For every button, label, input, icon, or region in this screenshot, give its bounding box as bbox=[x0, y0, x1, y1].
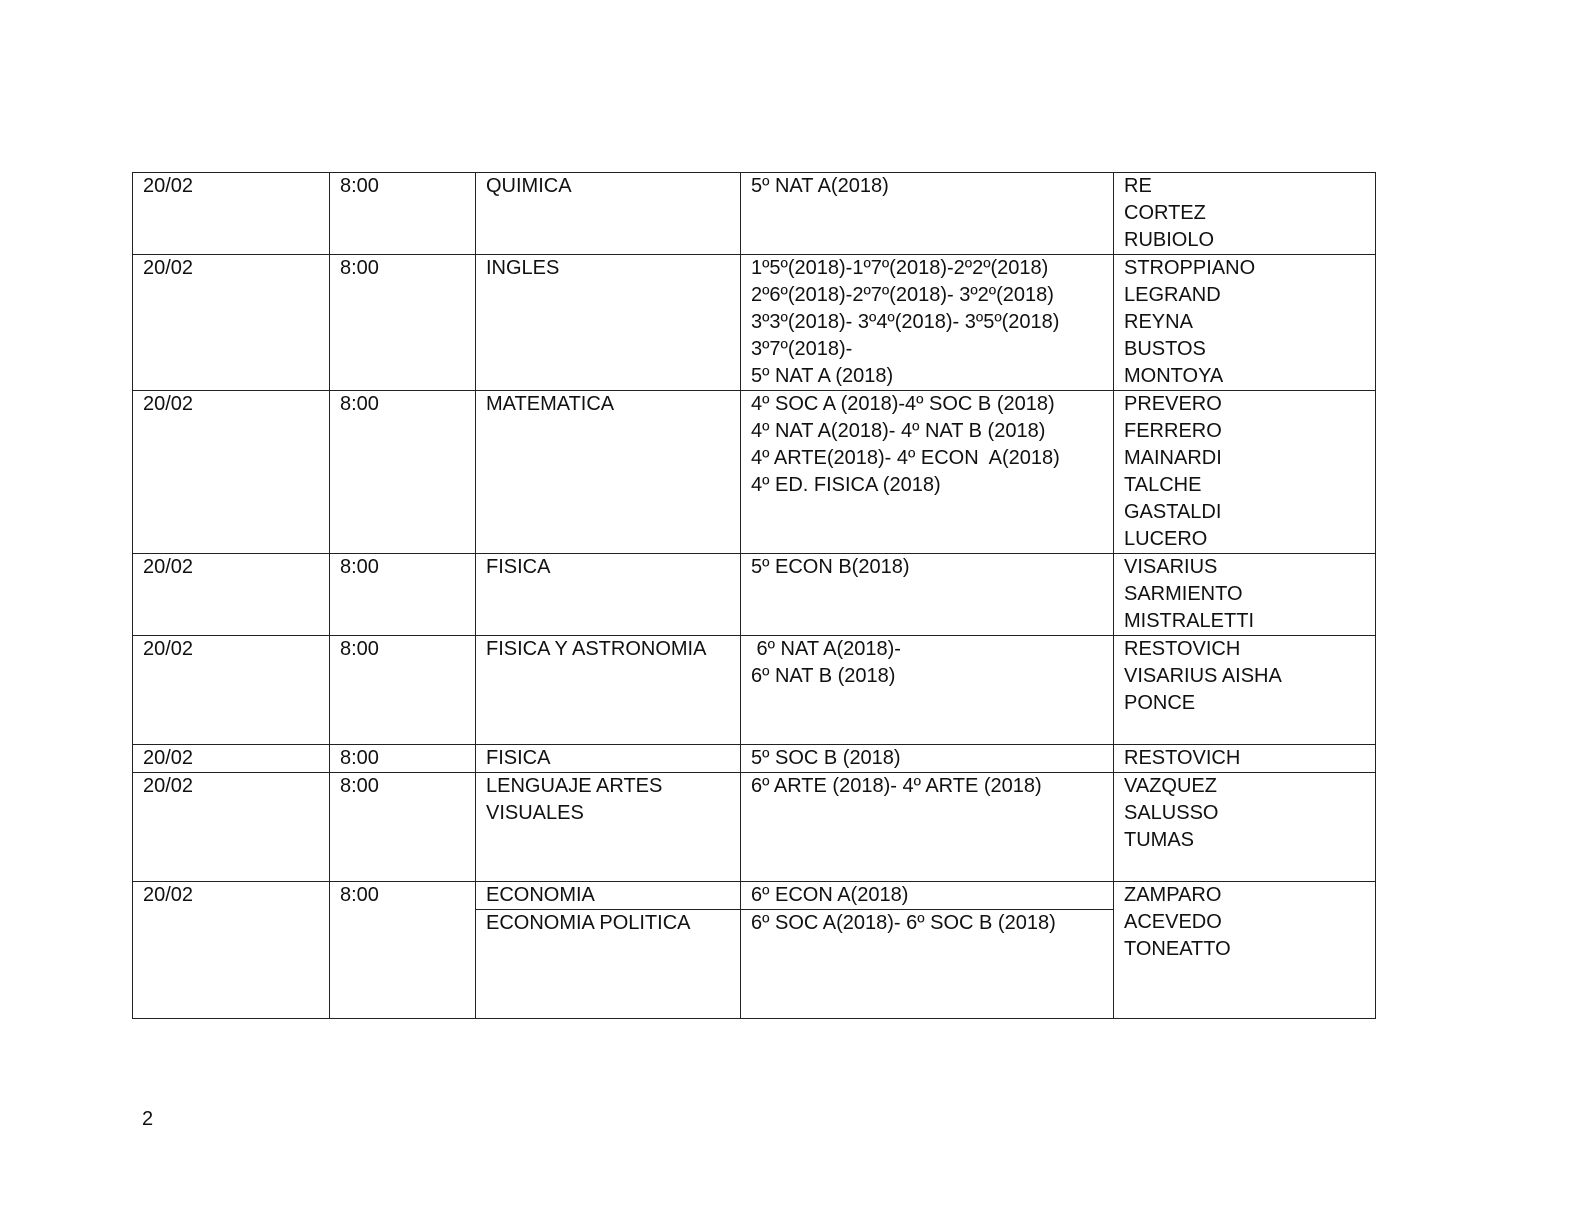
time-cell bbox=[330, 173, 476, 255]
teacher-name: SARMIENTO bbox=[1124, 583, 1243, 605]
teacher-name: VAZQUEZ bbox=[1124, 775, 1217, 797]
table-row bbox=[133, 255, 1376, 391]
teacher-name: LUCERO bbox=[1124, 528, 1208, 550]
subject-text: MATEMATICA bbox=[486, 393, 615, 415]
subject-cell bbox=[476, 173, 741, 255]
date-text: 20/02 bbox=[143, 747, 194, 769]
subject-cell bbox=[476, 554, 741, 636]
teachers-cell bbox=[1114, 882, 1376, 1019]
date-cell bbox=[133, 773, 330, 882]
date-text: 20/02 bbox=[143, 884, 194, 906]
time-cell bbox=[330, 255, 476, 391]
date-cell bbox=[133, 173, 330, 255]
date-text: 20/02 bbox=[143, 393, 194, 415]
teacher-name: STROPPIANO bbox=[1124, 257, 1256, 279]
course-text: 6º NAT A(2018)- bbox=[751, 638, 901, 660]
time-text: 8:00 bbox=[340, 257, 379, 279]
teachers-cell bbox=[1114, 773, 1376, 882]
subject-text: QUIMICA bbox=[486, 175, 572, 197]
courses-cell bbox=[741, 255, 1114, 391]
course-text: 6º ARTE (2018)- 4º ARTE (2018) bbox=[751, 775, 1042, 797]
course-text: 3º7º(2018)- bbox=[751, 338, 853, 360]
time-text: 8:00 bbox=[340, 747, 379, 769]
courses-cell bbox=[741, 554, 1114, 636]
teacher-name: RE bbox=[1124, 175, 1152, 197]
courses-cell bbox=[741, 773, 1114, 882]
teacher-name: SALUSSO bbox=[1124, 802, 1219, 824]
subject-text: FISICA bbox=[486, 747, 551, 769]
time-cell bbox=[330, 745, 476, 773]
time-cell bbox=[330, 636, 476, 745]
teacher-name: PONCE bbox=[1124, 692, 1196, 714]
date-cell bbox=[133, 882, 330, 1019]
teacher-name: MONTOYA bbox=[1124, 365, 1224, 387]
course-text: 4º NAT A(2018)- 4º NAT B (2018) bbox=[751, 420, 1046, 442]
teachers-cell bbox=[1114, 255, 1376, 391]
table-row bbox=[133, 882, 1376, 1019]
time-cell bbox=[330, 773, 476, 882]
teacher-name: ZAMPARO bbox=[1124, 884, 1222, 906]
table-row bbox=[133, 773, 1376, 882]
subject-text: ECONOMIA POLITICA bbox=[476, 909, 740, 937]
teacher-name: TALCHE bbox=[1124, 474, 1202, 496]
courses-cell bbox=[741, 636, 1114, 745]
teacher-name: VISARIUS AISHA bbox=[1124, 665, 1282, 687]
date-text: 20/02 bbox=[143, 175, 194, 197]
teacher-name: TONEATTO bbox=[1124, 938, 1231, 960]
teacher-name: MAINARDI bbox=[1124, 447, 1222, 469]
course-text: 5º ECON B(2018) bbox=[751, 556, 910, 578]
date-text: 20/02 bbox=[143, 638, 194, 660]
time-text: 8:00 bbox=[340, 556, 379, 578]
subject-cell bbox=[476, 745, 741, 773]
subject-text: ECONOMIA bbox=[486, 884, 595, 906]
subject-text: LENGUAJE ARTES bbox=[486, 775, 663, 797]
exam-schedule-table bbox=[132, 172, 1376, 1019]
time-cell bbox=[330, 391, 476, 554]
teacher-name: RESTOVICH bbox=[1124, 747, 1241, 769]
course-text: 2º6º(2018)-2º7º(2018)- 3º2º(2018) bbox=[751, 284, 1054, 306]
date-text: 20/02 bbox=[143, 556, 194, 578]
subject-text: FISICA Y ASTRONOMIA bbox=[486, 638, 707, 660]
subject-cell bbox=[476, 636, 741, 745]
course-text: 6º SOC A(2018)- 6º SOC B (2018) bbox=[741, 909, 1113, 937]
subject-text: FISICA bbox=[486, 556, 551, 578]
time-text: 8:00 bbox=[340, 775, 379, 797]
subject-cell bbox=[476, 882, 741, 1019]
date-cell bbox=[133, 745, 330, 773]
table-row bbox=[133, 636, 1376, 745]
teacher-name: RUBIOLO bbox=[1124, 229, 1215, 251]
course-text: 4º ARTE(2018)- 4º ECON A(2018) bbox=[751, 447, 1060, 469]
courses-cell bbox=[741, 745, 1114, 773]
course-text: 5º NAT A (2018) bbox=[751, 365, 894, 387]
date-cell bbox=[133, 391, 330, 554]
courses-cell bbox=[741, 173, 1114, 255]
teacher-name: ACEVEDO bbox=[1124, 911, 1222, 933]
teachers-cell bbox=[1114, 636, 1376, 745]
subject-text: VISUALES bbox=[486, 802, 584, 824]
teachers-cell bbox=[1114, 173, 1376, 255]
teachers-cell bbox=[1114, 745, 1376, 773]
date-cell bbox=[133, 255, 330, 391]
course-text: 4º SOC A (2018)-4º SOC B (2018) bbox=[751, 393, 1055, 415]
course-text: 6º ECON A(2018) bbox=[751, 884, 909, 906]
teacher-name: BUSTOS bbox=[1124, 338, 1206, 360]
teacher-name: PREVERO bbox=[1124, 393, 1222, 415]
teacher-name: FERRERO bbox=[1124, 420, 1222, 442]
subject-cell bbox=[476, 255, 741, 391]
time-cell bbox=[330, 882, 476, 1019]
time-text: 8:00 bbox=[340, 175, 379, 197]
courses-cell bbox=[741, 882, 1114, 1019]
course-text: 5º NAT A(2018) bbox=[751, 175, 889, 197]
subject-text: INGLES bbox=[486, 257, 560, 279]
subject-cell bbox=[476, 773, 741, 882]
teacher-name: VISARIUS bbox=[1124, 556, 1218, 578]
date-cell bbox=[133, 554, 330, 636]
time-text: 8:00 bbox=[340, 638, 379, 660]
teachers-cell bbox=[1114, 554, 1376, 636]
teacher-name: RESTOVICH bbox=[1124, 638, 1241, 660]
teacher-name: MISTRALETTI bbox=[1124, 610, 1255, 632]
table-row bbox=[133, 391, 1376, 554]
page-number: 2 bbox=[142, 1108, 154, 1130]
teacher-name: TUMAS bbox=[1124, 829, 1194, 851]
table-row bbox=[133, 554, 1376, 636]
time-text: 8:00 bbox=[340, 884, 379, 906]
table-row bbox=[133, 745, 1376, 773]
courses-cell bbox=[741, 391, 1114, 554]
date-text: 20/02 bbox=[143, 775, 194, 797]
table-row bbox=[133, 173, 1376, 255]
teacher-name: GASTALDI bbox=[1124, 501, 1222, 523]
course-text: 3º3º(2018)- 3º4º(2018)- 3º5º(2018) bbox=[751, 311, 1060, 333]
teacher-name: LEGRAND bbox=[1124, 284, 1221, 306]
subject-cell bbox=[476, 391, 741, 554]
course-text: 1º5º(2018)-1º7º(2018)-2º2º(2018) bbox=[751, 257, 1049, 279]
date-text: 20/02 bbox=[143, 257, 194, 279]
date-cell bbox=[133, 636, 330, 745]
course-text: 4º ED. FISICA (2018) bbox=[751, 474, 941, 496]
teacher-name: CORTEZ bbox=[1124, 202, 1206, 224]
time-cell bbox=[330, 554, 476, 636]
course-text: 6º NAT B (2018) bbox=[751, 665, 896, 687]
teachers-cell bbox=[1114, 391, 1376, 554]
course-text: 5º SOC B (2018) bbox=[751, 747, 901, 769]
time-text: 8:00 bbox=[340, 393, 379, 415]
teacher-name: REYNA bbox=[1124, 311, 1193, 333]
